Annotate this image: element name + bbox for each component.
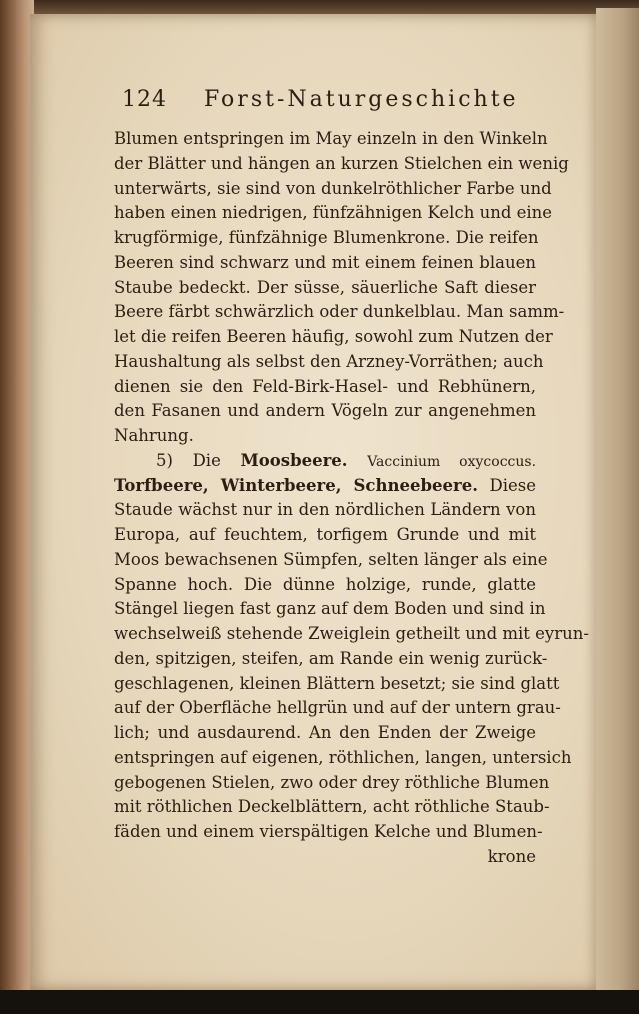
text-line: geschlagenen, kleinen Blättern besetzt; sie sind glatt (114, 673, 560, 693)
text-line: den Fasanen und andern Vögeln zur angenehmen (114, 401, 536, 421)
entry-heading (114, 449, 536, 474)
text-line: Staude wächst nur in den nördlichen Ländern von (114, 500, 536, 520)
text-line: gebogenen Stielen, zwo oder drey röthliche Blumen (114, 772, 550, 792)
text-line: Beere färbt schwärzlich oder dunkelblau. Man samm- (114, 302, 565, 322)
text-line: der Blätter und hängen an kurzen Stielchen ein wenig (114, 153, 569, 173)
entry-synonyms-line (114, 474, 536, 499)
text-line: Moos bewachsenen Sümpfen, selten länger als eine (114, 549, 548, 569)
entry-latin-name: Vaccinium oxycoccus. (367, 453, 537, 470)
entry-name: Moosbeere. (240, 450, 348, 470)
entry-number: 5) Die (156, 450, 221, 470)
text-line: Stängel liegen fast ganz auf dem Boden und sind in (114, 599, 546, 619)
text-line: fäden und einem vierspältigen Kelche und Blumen- (114, 822, 543, 841)
text-line: auf der Oberfläche hellgrün und auf der untern grau- (114, 698, 561, 718)
text-line: Haushaltung als selbst den Arzney-Vorräthen; auch (114, 351, 544, 371)
text-line: krugförmige, fünfzähnige Blumenkrone. Die reifen (114, 228, 539, 247)
book-spine (0, 0, 34, 990)
text-line: Spanne hoch. Die dünne holzige, runde, glatte (114, 574, 536, 594)
text-line: dienen sie den Feld-Birk-Hasel- und Rebhünern, (114, 376, 536, 396)
text-line: Staube bedeckt. Der süsse, säuerliche Saft dieser (114, 277, 536, 297)
text-line: haben einen niedrigen, fünfzähnigen Kelch und eine (114, 203, 553, 223)
page-header (122, 87, 542, 119)
running-title: Forst-Naturgeschichte (204, 87, 519, 112)
text-line: Blumen entspringen im May einzeln in den Winkeln (114, 129, 548, 148)
entry-synonyms: Torfbeere, Winterbeere, Schneebeere. (114, 475, 478, 495)
scan-background (0, 990, 639, 1014)
text-line: den, spitzigen, steifen, am Rande ein wenig zurück- (114, 648, 548, 668)
adjacent-page-edge (596, 8, 639, 992)
text-line: Europa, auf feuchtem, torfigem Grunde und mit (114, 525, 536, 544)
text-line: wechselweiß stehende Zweiglein getheilt und mit eyrun- (114, 624, 589, 643)
text-line: entspringen auf eigenen, röthlichen, langen, untersich (114, 747, 572, 767)
entry-synonyms-tail: Diese (489, 475, 536, 495)
text-line: Nahrung. (114, 426, 194, 445)
catchword: krone (487, 846, 536, 866)
text-line: Beeren sind schwarz und mit einem feinen blauen (114, 252, 536, 272)
text-line: unterwärts, sie sind von dunkelröthlicher Farbe und (114, 178, 552, 198)
body-text (114, 127, 589, 870)
text-line: mit röthlichen Deckelblättern, acht röthliche Staub- (114, 797, 550, 817)
text-line: lich; und ausdaurend. An den Enden der Zweige (114, 723, 536, 742)
page-number: 124 (122, 87, 167, 112)
text-line: let die reifen Beeren häufig, sowohl zum Nutzen der (114, 327, 553, 346)
